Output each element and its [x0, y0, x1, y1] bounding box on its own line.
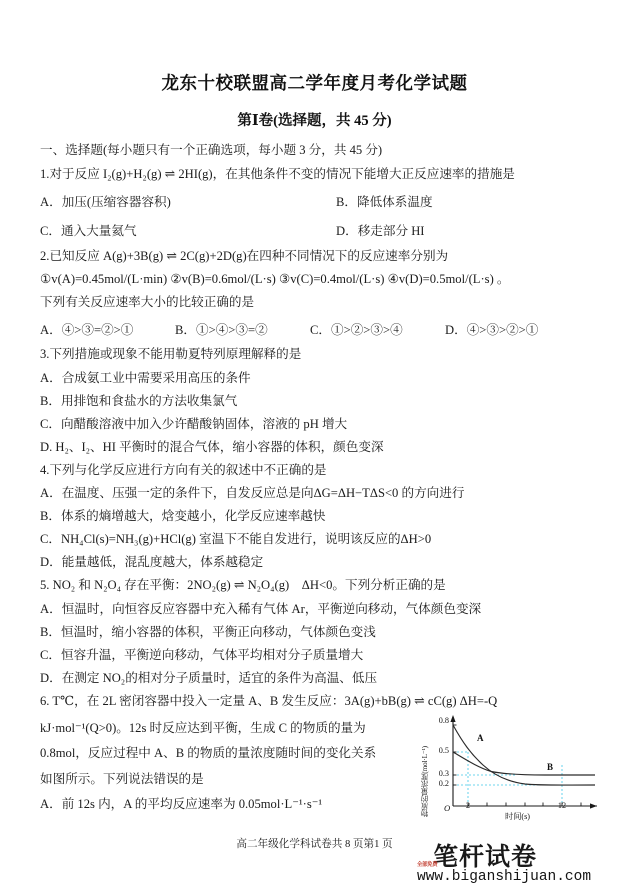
question-2-data-line: ①v(A)=0.45mol/(L·min) ②v(B)=0.6mol/(L·s) ③v(C)=0.4mol/(L·s) ④v(D)=0.5mol/(L·s) 。	[40, 271, 510, 286]
chart-curve-a	[453, 725, 595, 785]
chart-x-arrow	[590, 803, 597, 808]
chart-guide-lines	[453, 752, 569, 806]
question-4-option-d[interactable]: D．能量越低，混乱度越大，体系越稳定	[40, 555, 264, 570]
chart-series-label-b: B	[547, 761, 554, 772]
question-3-option-d[interactable]: D. H₂、I₂、HI 平衡时的混合气体，缩小容器的体积，颜色变深	[40, 439, 384, 454]
question-3-option-b[interactable]: B．用排饱和食盐水的方法收集氯气	[40, 393, 238, 408]
chart-y-axis-label: 物质的量浓度(mol·L⁻¹)	[420, 745, 429, 817]
question-3-stem: 3.下列措施或现象不能用勒夏特列原理解释的是	[40, 347, 302, 362]
question-5	[40, 579, 591, 684]
question-5-option-a[interactable]: A．恒温时，向恒容反应容器中充入稀有气体 Ar，平衡逆向移动，气体颜色变深	[40, 601, 482, 616]
question-1-option-d[interactable]: D．移走部分 HI	[336, 224, 425, 239]
question-3-option-a[interactable]: A．合成氨工业中需要采用高压的条件	[40, 370, 251, 385]
question-1-option-b[interactable]: B．降低体系温度	[336, 194, 433, 209]
chart-ytick-0.3: 0.3	[438, 768, 449, 778]
chart-series-label-a: A	[477, 732, 484, 743]
question-5-option-c[interactable]: C．恒容升温，平衡逆向移动，气体平均相对分子质量增大	[40, 647, 364, 662]
chart-ytick-0.5: 0.5	[438, 745, 449, 755]
question-4-stem: 4.下列与化学反应进行方向有关的叙述中不正确的是	[40, 462, 327, 477]
question-6-stem-line-2: kJ·mol⁻¹(Q>0)。12s 时反应达到平衡，生成 C 的物质的量为	[40, 720, 366, 735]
question-2-option-b[interactable]: B．①>④>③=②	[175, 322, 268, 337]
chart-ytick-0.2: 0.2	[438, 778, 449, 788]
section-heading: 一、选择题(每小题只有一个正确选项，每小题 3 分，共 45 分)	[40, 143, 383, 157]
question-2-stem: 2.已知反应 A(g)+3B(g) ⇌ 2C(g)+2D(g)在四种不同情况下的反应速率分别为	[40, 248, 449, 263]
paper-part-header: 第Ⅰ卷(选择题，共 45 分)	[237, 113, 392, 129]
watermark-brand: 笔杆试卷	[433, 841, 538, 871]
question-6-stem-line-4: 如图所示。下列说法错误的是	[40, 771, 204, 786]
question-4-option-c[interactable]: C．NH₄Cl(s)=NH₃(g)+HCl(g) 室温下不能自发进行，说明该反应的ΔH>0	[40, 532, 432, 547]
page-footer: 高二年级化学科试卷共 8 页第1 页	[236, 839, 393, 850]
chart-xtick-12: 12	[557, 800, 567, 810]
question-1-option-a[interactable]: A．加压(压缩容器容积)	[40, 194, 171, 209]
question-5-option-d[interactable]: D．在测定 NO₂的相对分子质量时，适宜的条件为高温、低压	[40, 670, 378, 685]
watermark-url[interactable]: www.biganshijuan.com	[417, 869, 592, 885]
question-6-stem-line-3: 0.8mol，反应过程中 A、B 的物质的量浓度随时间的变化关系	[40, 746, 377, 761]
question-4	[40, 464, 591, 569]
chart-axes	[453, 717, 597, 806]
watermark-badge: 全部免费	[417, 862, 438, 868]
question-6-text-body	[40, 718, 432, 815]
question-6-stem-line-1: 6. T℃，在 2L 密闭容器中投入一定量 A、B 发生反应：3A(g)+bB(g) ⇌ cC(g) ΔH=-Q	[40, 693, 498, 708]
question-column	[0, 130, 629, 821]
concentration-time-chart	[419, 707, 611, 825]
question-2-option-c[interactable]: C．①>②>③>④	[310, 322, 403, 337]
question-1-stem: 1.对于反应 I₂(g)+H₂(g) ⇌ 2HI(g)，在其他条件不变的情况下能增大正反应速率的措施是	[40, 166, 515, 181]
question-1-option-c[interactable]: C．通入大量氦气	[40, 224, 137, 239]
question-5-option-b[interactable]: B．恒温时，缩小容器的体积，平衡正向移动，气体颜色变浅	[40, 624, 376, 639]
question-2-option-a[interactable]: A．④>③=②>①	[40, 322, 134, 337]
chart-xtick-2: 2	[465, 800, 471, 810]
chart-y-arrow	[450, 715, 455, 722]
question-4-option-a[interactable]: A．在温度、压强一定的条件下，自发反应总是向ΔG=ΔH−TΔS<0 的方向进行	[40, 486, 465, 501]
question-1-options-row-2	[40, 220, 591, 239]
question-3	[40, 348, 591, 453]
question-2-options	[40, 319, 591, 338]
chart-x-axis-label: 时间(s)	[505, 811, 531, 821]
question-3-option-c[interactable]: C．向醋酸溶液中加入少许醋酸钠固体，溶液的 pH 增大	[40, 416, 348, 431]
question-2	[40, 250, 591, 338]
question-2-option-d[interactable]: D．④>③>②>①	[445, 322, 539, 337]
question-4-option-b[interactable]: B．体系的熵增越大，焓变越小，化学反应速率越快	[40, 509, 326, 524]
watermark	[417, 841, 621, 885]
question-2-sub-stem: 下列有关反应速率大小的比较正确的是	[40, 294, 255, 309]
question-1	[40, 168, 591, 240]
question-6-option-a[interactable]: A．前 12s 内，A 的平均反应速率为 0.05mol·L⁻¹·s⁻¹	[40, 797, 323, 812]
question-5-stem: 5. NO₂ 和 N₂O₄ 存在平衡：2NO₂(g) ⇌ N₂O₄(g) ΔH<0。下列分析正确的是	[40, 578, 446, 593]
question-1-options-row-1	[40, 191, 591, 210]
question-6	[40, 693, 591, 821]
chart-origin-label: O	[444, 802, 451, 813]
page-title: 龙东十校联盟高二学年度月考化学试题	[161, 73, 468, 93]
chart-ytick-0.8: 0.8	[438, 715, 449, 725]
